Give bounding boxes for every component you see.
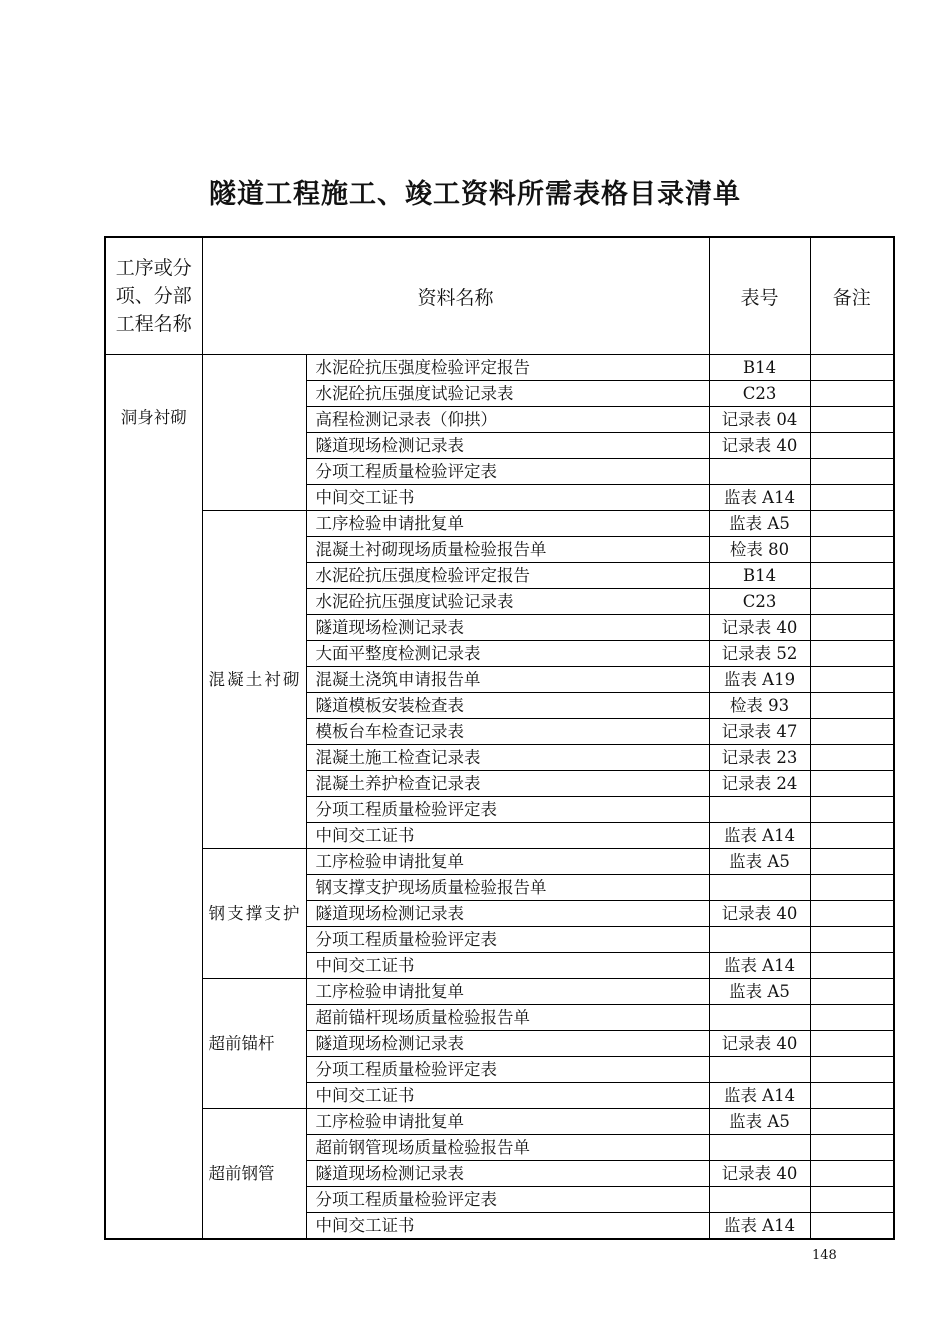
table-body [105,355,894,1240]
form-number-cell: 记录表 23 [709,745,810,771]
form-number-cell: 检表 80 [709,537,810,563]
form-number-cell [709,1005,810,1031]
form-number-cell: 记录表 40 [709,1031,810,1057]
remarks-cell [810,745,894,771]
form-number-cell [709,459,810,485]
table-header [105,237,894,355]
document-name-cell: 中间交工证书 [306,823,709,849]
remarks-cell [810,355,894,381]
document-name-cell: 混凝土浇筑申请报告单 [306,667,709,693]
form-number-cell [709,927,810,953]
form-number-cell: 监表 A14 [709,823,810,849]
form-number-cell: 记录表 40 [709,901,810,927]
document-name-cell: 超前钢管现场质量检验报告单 [306,1135,709,1161]
document-name-cell: 混凝土养护检查记录表 [306,771,709,797]
form-number-cell: 记录表 04 [709,407,810,433]
form-number-cell: 记录表 40 [709,1161,810,1187]
document-name-cell: 分项工程质量检验评定表 [306,927,709,953]
form-number-cell: 记录表 40 [709,615,810,641]
document-title: 隧道工程施工、竣工资料所需表格目录清单 [209,179,741,210]
document-name-cell: 高程检测记录表（仰拱） [306,407,709,433]
subitem-name [202,355,306,511]
document-name-cell: 隧道现场检测记录表 [306,1031,709,1057]
remarks-cell [810,901,894,927]
document-name-cell: 中间交工证书 [306,1213,709,1240]
document-name-cell: 分项工程质量检验评定表 [306,1187,709,1213]
document-name-cell: 混凝土施工检查记录表 [306,745,709,771]
remarks-cell [810,719,894,745]
remarks-cell [810,511,894,537]
remarks-cell [810,1005,894,1031]
remarks-cell [810,693,894,719]
document-name-cell: 水泥砼抗压强度试验记录表 [306,589,709,615]
remarks-cell [810,927,894,953]
remarks-cell [810,771,894,797]
remarks-cell [810,641,894,667]
form-number-cell: 记录表 40 [709,433,810,459]
document-name-cell: 分项工程质量检验评定表 [306,1057,709,1083]
remarks-cell [810,1187,894,1213]
remarks-cell [810,1213,894,1240]
document-name-cell: 中间交工证书 [306,485,709,511]
subitem-name: 超前钢管 [202,1109,306,1240]
document-name-cell: 水泥砼抗压强度检验评定报告 [306,355,709,381]
header-row [105,237,894,355]
form-number-cell: B14 [709,355,810,381]
page-number: 148 [812,1248,837,1263]
document-name-cell: 工序检验申请批复单 [306,1109,709,1135]
remarks-cell [810,979,894,1005]
form-number-cell: 检表 93 [709,693,810,719]
remarks-cell [810,589,894,615]
remarks-cell [810,615,894,641]
header-document-name: 资料名称 [202,237,709,355]
form-number-cell: 监表 A14 [709,1213,810,1240]
remarks-cell [810,849,894,875]
remarks-cell [810,1109,894,1135]
document-name-cell: 水泥砼抗压强度检验评定报告 [306,563,709,589]
table-row [105,979,894,1005]
table-row [105,355,894,381]
remarks-cell [810,667,894,693]
form-number-cell: 监表 A5 [709,511,810,537]
remarks-cell [810,1083,894,1109]
form-number-cell: 监表 A5 [709,1109,810,1135]
remarks-cell [810,563,894,589]
document-name-cell: 中间交工证书 [306,953,709,979]
form-number-cell: 监表 A14 [709,485,810,511]
remarks-cell [810,407,894,433]
remarks-cell [810,459,894,485]
document-name-cell: 工序检验申请批复单 [306,511,709,537]
remarks-cell [810,823,894,849]
document-name-cell: 工序检验申请批复单 [306,849,709,875]
remarks-cell [810,485,894,511]
remarks-cell [810,381,894,407]
remarks-cell [810,1057,894,1083]
table-row [105,511,894,537]
remarks-cell [810,953,894,979]
remarks-cell [810,1135,894,1161]
form-number-cell: 记录表 47 [709,719,810,745]
document-name-cell: 分项工程质量检验评定表 [306,797,709,823]
form-number-cell: 监表 A19 [709,667,810,693]
document-name-cell: 水泥砼抗压强度试验记录表 [306,381,709,407]
subitem-name: 超前锚杆 [202,979,306,1109]
remarks-cell [810,875,894,901]
document-name-cell: 钢支撑支护现场质量检验报告单 [306,875,709,901]
form-number-cell: 监表 A5 [709,979,810,1005]
remarks-cell [810,537,894,563]
document-name-cell: 隧道现场检测记录表 [306,433,709,459]
form-number-cell [709,1187,810,1213]
form-number-cell: 监表 A14 [709,1083,810,1109]
document-name-cell: 大面平整度检测记录表 [306,641,709,667]
form-number-cell: 监表 A5 [709,849,810,875]
remarks-cell [810,433,894,459]
form-number-cell: B14 [709,563,810,589]
document-name-cell: 隧道模板安装检查表 [306,693,709,719]
form-number-cell: C23 [709,589,810,615]
form-number-cell: C23 [709,381,810,407]
remarks-cell [810,1031,894,1057]
table-row [105,849,894,875]
document-name-cell: 工序检验申请批复单 [306,979,709,1005]
subitem-name: 混凝土衬砌 [202,511,306,849]
document-name-cell: 隧道现场检测记录表 [306,901,709,927]
document-name-cell: 中间交工证书 [306,1083,709,1109]
document-name-cell: 超前锚杆现场质量检验报告单 [306,1005,709,1031]
section-name: 洞身衬砌 [105,355,202,1240]
header-remarks: 备注 [810,237,894,355]
document-name-cell: 隧道现场检测记录表 [306,615,709,641]
form-number-cell [709,797,810,823]
document-name-cell: 混凝土衬砌现场质量检验报告单 [306,537,709,563]
document-name-cell: 隧道现场检测记录表 [306,1161,709,1187]
subitem-name: 钢支撑支护 [202,849,306,979]
remarks-cell [810,1161,894,1187]
document-name-cell: 分项工程质量检验评定表 [306,459,709,485]
form-number-cell [709,1057,810,1083]
remarks-cell [810,797,894,823]
table-row [105,1109,894,1135]
form-number-cell: 记录表 52 [709,641,810,667]
document-name-cell: 模板台车检查记录表 [306,719,709,745]
form-directory-table [104,236,895,1240]
form-number-cell [709,1135,810,1161]
header-process-name: 工序或分项、分部工程名称 [105,237,202,355]
form-number-cell: 监表 A14 [709,953,810,979]
form-number-cell [709,875,810,901]
header-form-number: 表号 [709,237,810,355]
form-number-cell: 记录表 24 [709,771,810,797]
